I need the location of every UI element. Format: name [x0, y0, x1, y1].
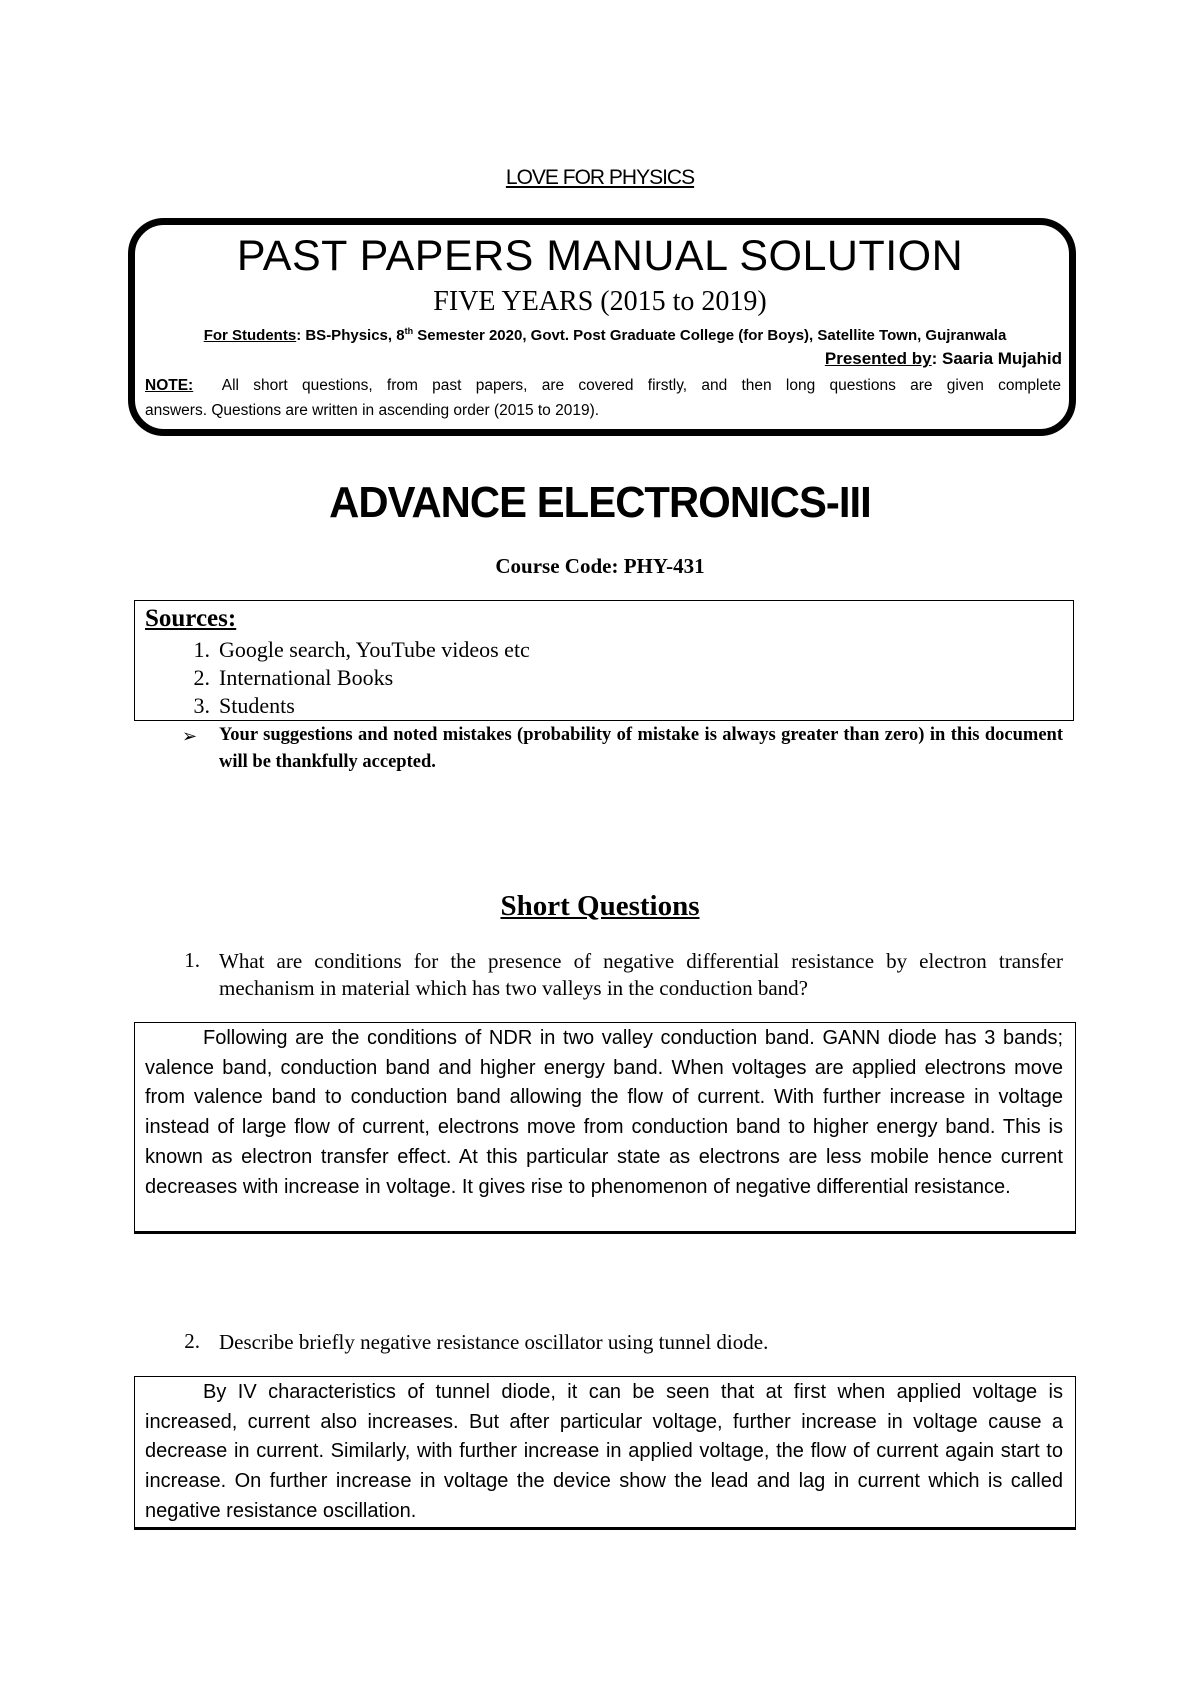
source-number: 3.	[193, 693, 210, 718]
source-item: Students	[219, 693, 295, 718]
course-code: Course Code: PHY-431	[495, 554, 705, 578]
source-item: International Books	[219, 665, 394, 690]
note-line-1	[145, 373, 1061, 398]
presented-by-line	[640, 349, 1062, 369]
question-number: 2.	[184, 1329, 200, 1353]
arrow-bullet-icon: ➢	[182, 726, 198, 746]
note-line-2: answers. Questions are written in ascending order (2015 to 2019).	[145, 402, 600, 419]
question-text: Describe briefly negative resistance oscillator using tunnel diode.	[219, 1330, 769, 1354]
course-title: ADVANCE ELECTRONICS-III	[329, 478, 871, 527]
for-students-pre: : BS-Physics, 8	[296, 327, 405, 344]
sources-title: Sources:	[145, 605, 237, 632]
question-text: What are conditions for the presence of negative differential resistance by electron transfer mechanism in material which has two valleys in the conduction band?	[219, 949, 1063, 1000]
for-students-sup: th	[404, 326, 414, 336]
answer-text: By IV characteristics of tunnel diode, it can be seen that at first when applied voltage is increased, current also increases. But after particular voltage, further increase in voltage cause a decrease in current. Similarly, with further increase in applied voltage, the flow of current again start to increase. On further increase in voltage the device show the lead and lag in current which is called negative resistance oscillation.	[145, 1381, 1063, 1522]
for-students-post: Semester 2020, Govt. Post Graduate College (for Boys), Satellite Town, Gujranwala	[413, 327, 1007, 344]
source-number: 2.	[193, 665, 210, 690]
answer-text: Following are the conditions of NDR in two valley conduction band. GANN diode has 3 bands; valence band, conduction band and higher energy band. When voltages are applied electrons move from valence band to conduction band allowing the flow of current. With further increase in voltage instead of large flow of current, electrons move from conduction band to higher energy band. This is known as electron transfer effect. At this particular state as electrons are less mobile hence current decreases with increase in voltage. It gives rise to phenomenon of negative differential resistance.	[145, 1027, 1063, 1198]
note-label: NOTE:	[145, 377, 194, 394]
banner-subtitle: FIVE YEARS (2015 to 2019)	[433, 286, 767, 317]
banner-title: PAST PAPERS MANUAL SOLUTION	[236, 232, 964, 280]
for-students-label: For Students	[203, 327, 297, 344]
suggestion-text: Your suggestions and noted mistakes (probability of mistake is always greater than zero) in this document will be thankfully accepted.	[219, 725, 1063, 772]
presented-name: : Saaria Mujahid	[931, 349, 1062, 368]
for-students-line	[160, 326, 1050, 344]
source-number: 1.	[193, 637, 210, 662]
presented-label: Presented by	[824, 349, 932, 368]
source-item: Google search, YouTube videos etc	[219, 637, 530, 662]
note-text-1: All short questions, from past papers, are covered firstly, and then long questions are given complete	[221, 377, 1061, 394]
short-questions-title: Short Questions	[500, 890, 700, 922]
question-number: 1.	[184, 948, 200, 972]
top-title: LOVE FOR PHYSICS	[505, 166, 695, 189]
